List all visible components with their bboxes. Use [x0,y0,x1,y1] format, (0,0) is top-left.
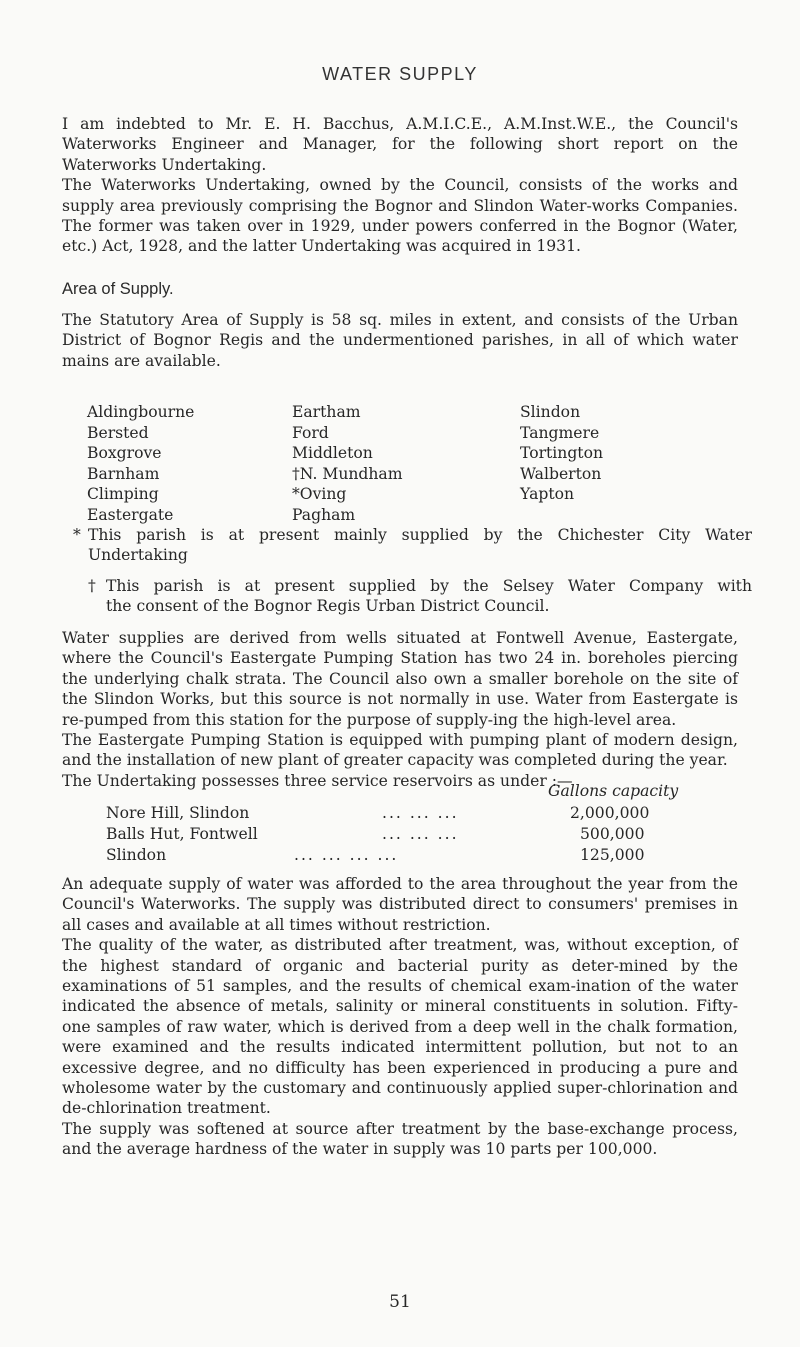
note-dagger-line-1: This parish is at present supplied by the Selsey Water Company with [106,577,752,595]
parish-column-1 [87,402,194,526]
parish-name: Tortington [520,444,604,463]
reservoir-capacity: 500,000 [580,825,645,843]
parish-name: Climping [87,485,159,504]
source-paragraph-2: The Eastergate Pumping Station is equipped with pumping plant of modern design, and the installation of new plant of greater capacity was completed during the year. [62,731,738,770]
parish-name: Bersted [87,423,149,442]
reservoir-name: Slindon [106,846,167,864]
parish-name: †N. Mundham [292,464,403,483]
note-dagger-line-2: the consent of the Bognor Regis Urban District Council. [106,597,550,615]
parish-name: Barnham [87,464,160,483]
reservoir-name: Balls Hut, Fontwell [106,825,258,843]
parish-name: Slindon [520,403,581,421]
intro-paragraph-1: I am indebted to Mr. E. H. Bacchus, A.M.I.C.E., A.M.Inst.W.E., the Council's Waterworks Engineer and Manager, for the following short report on the Waterworks Undertaking. [62,115,738,174]
parish-name: Boxgrove [87,444,162,463]
source-section [62,628,738,791]
parish-name: Eastergate [87,505,174,524]
intro-section [62,114,738,257]
source-paragraph-1: Water supplies are derived from wells situated at Fontwell Avenue, Eastergate, where the Council's Eastergate Pumping Station has two 24 in. boreholes piercing the underlying chalk strata. The Council also own a smaller borehole on the site of the Slindon Works, but this source is not normally in use. Water from Eastergate is re-pumped from this station for the purpose of supply-ing the high-level area. [62,629,738,729]
reservoir-capacity-header: Gallons capacity [548,782,679,800]
intro-paragraph-2: The Waterworks Undertaking, owned by the Council, consists of the works and supply area previously comprising the Bognor and Slindon Water-works Companies. The former was taken over in 1929, under powers conferred in the Bognor (Water, etc.) Act, 1928, and the latter Undertaking was acquired in 1931. [62,176,738,256]
parish-name: Tangmere [520,423,600,442]
note-dagger-mark: † [88,577,96,595]
note-star-mark: * [73,526,81,544]
note-star-line-1: This parish is at present mainly supplied by the Chichester City Water [88,526,752,544]
leader-dots: ... ... ... [382,825,459,843]
parish-name: Pagham [292,505,356,524]
quality-section [62,874,738,1160]
page-number: 51 [389,1292,411,1312]
source-paragraph-3: The Undertaking possesses three service reservoirs as under :— [62,771,573,790]
quality-paragraph-1: An adequate supply of water was afforded to the area throughout the year from the Council's Waterworks. The supply was distributed direct to consumers' premises in all cases and available at all times without restriction. [62,875,738,934]
parish-name: Yapton [520,485,575,504]
area-paragraph: The Statutory Area of Supply is 58 sq. miles in extent, and consists of the Urban District of Bognor Regis and the undermentioned parishes, in all of which water mains are available. [62,311,738,370]
area-heading: Area of Supply. [62,280,174,298]
quality-paragraph-3: The supply was softened at source after treatment by the base-exchange process, and the average hardness of the water in supply was 10 parts per 100,000. [62,1119,738,1159]
note-star-line-2: Undertaking [88,546,188,564]
leader-dots: ... ... ... ... [294,846,399,864]
parish-name: *Oving [292,485,347,504]
reservoir-capacity: 125,000 [580,846,645,864]
parish-column-2 [292,402,403,526]
leader-dots: ... ... ... [382,804,459,822]
parish-name: Middleton [292,444,373,463]
parish-column-3 [520,402,603,505]
quality-paragraph-2: The quality of the water, as distributed after treatment, was, without exception, of the highest standard of organic and bacterial purity as deter-mined by the examinations of 51 samples, and the results of chemical exam-ination of the water indicated the absence of metals, salinity or mineral constituents in solution. Fifty-one samples of raw water, which is derived from a deep well in the chalk formation, were examined and the results indicated intermittent pollution, but not to an excessive degree, and no difficulty has been experienced in producing a pure and wholesome water by the customary and continuously applied super-chlorination and de-chlorination treatment. [62,936,738,1118]
reservoir-capacity: 2,000,000 [570,804,650,822]
parish-name: Aldingbourne [87,403,195,421]
page-title: WATER SUPPLY [322,64,478,84]
reservoir-name: Nore Hill, Slindon [106,804,250,822]
parish-name: Eartham [292,403,361,421]
parish-name: Ford [292,423,329,442]
parish-name: Walberton [520,464,602,483]
